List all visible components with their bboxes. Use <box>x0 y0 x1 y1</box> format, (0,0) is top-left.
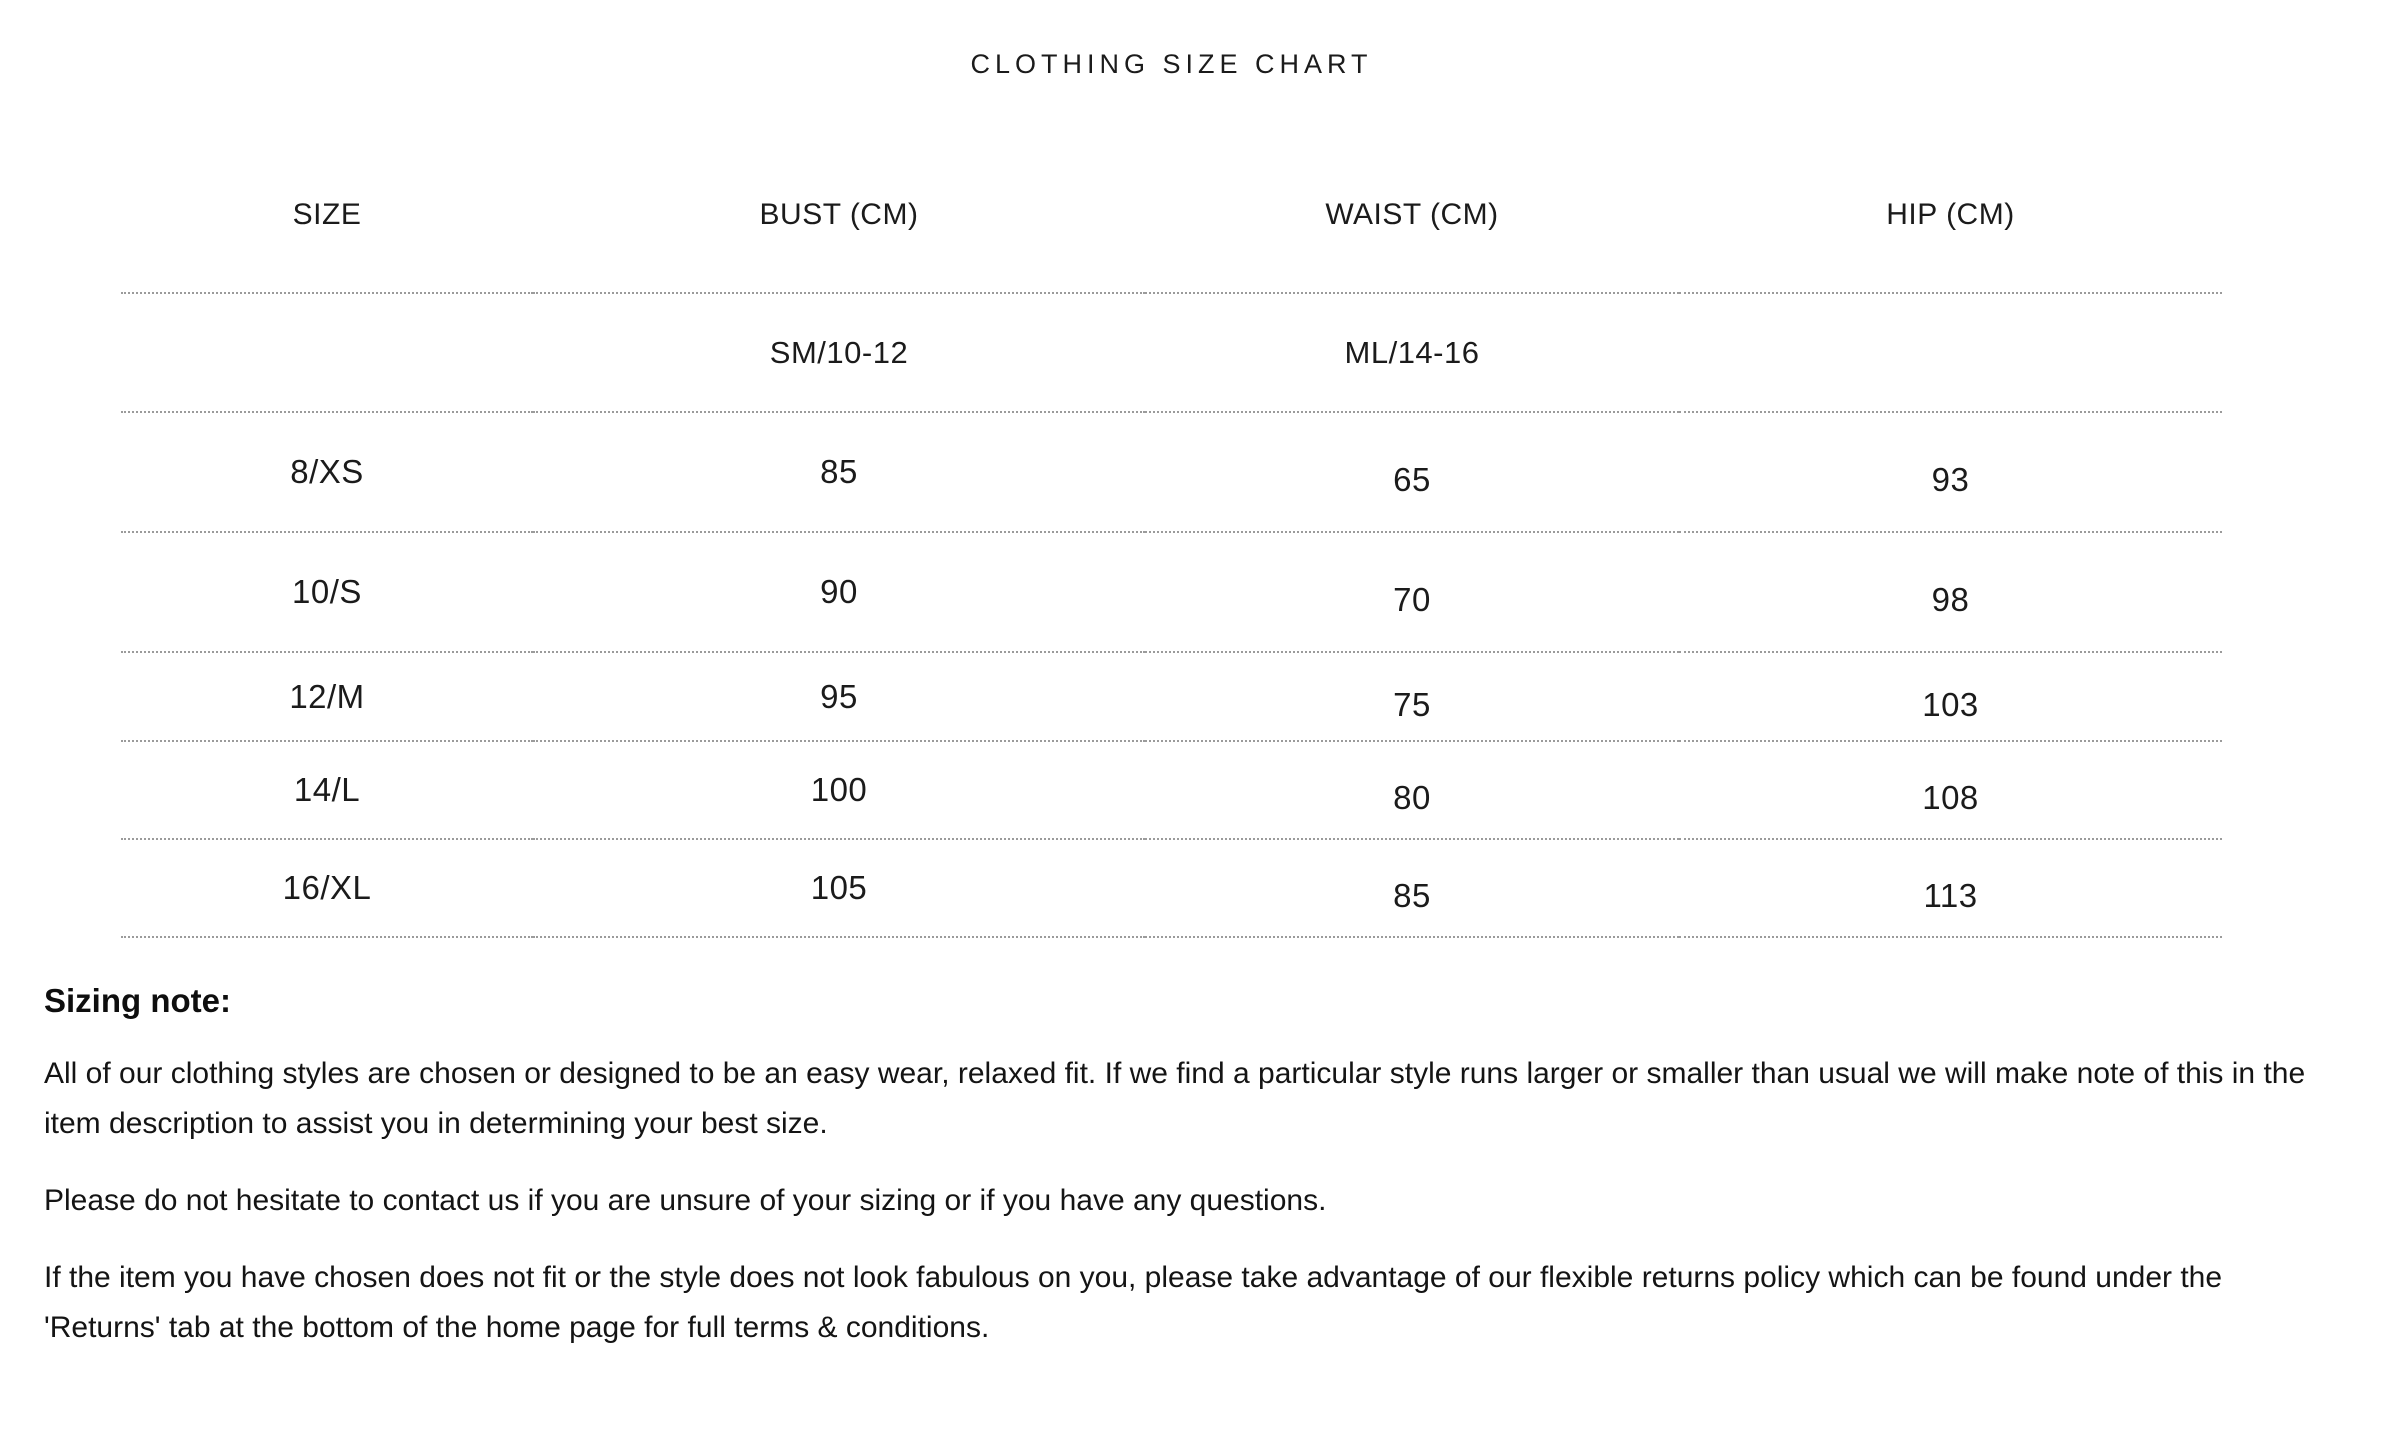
waist-cell: 75 <box>1145 652 1679 741</box>
hip-cell: 108 <box>1679 741 2222 839</box>
size-cell: 10/S <box>121 532 533 652</box>
table-row <box>121 741 2222 839</box>
size-cell: 8/XS <box>121 412 533 532</box>
waist-cell: 70 <box>1145 532 1679 652</box>
group-label-ml: ML/14-16 <box>1145 293 1679 412</box>
bust-cell: 95 <box>533 652 1145 741</box>
hip-cell: 103 <box>1679 652 2222 741</box>
bust-cell: 85 <box>533 412 1145 532</box>
sizing-note-paragraph: All of our clothing styles are chosen or designed to be an easy wear, relaxed fit. If we find a particular style runs larger or smaller than usual we will make note of this in the item description to assist you in determining your best size. <box>44 1057 2306 1140</box>
group-label-sm: SM/10-12 <box>533 293 1145 412</box>
size-cell: 16/XL <box>121 839 533 937</box>
hip-cell: 113 <box>1679 839 2222 937</box>
table-header-row <box>121 137 2222 293</box>
size-cell-empty <box>121 293 533 412</box>
column-header-bust: BUST (CM) <box>533 137 1145 293</box>
waist-cell: 80 <box>1145 741 1679 839</box>
hip-cell: 98 <box>1679 532 2222 652</box>
waist-cell: 65 <box>1145 412 1679 532</box>
sizing-note-paragraph: If the item you have chosen does not fit or the style does not look fabulous on you, please take advantage of our flexible returns policy which can be found under the 'Returns' tab at the bottom of the home page for full terms & conditions. <box>44 1261 2223 1344</box>
sizing-note-heading: Sizing note: <box>44 982 231 1019</box>
size-cell: 12/M <box>121 652 533 741</box>
column-header-hip: HIP (CM) <box>1679 137 2222 293</box>
hip-cell-empty <box>1679 293 2222 412</box>
column-header-size: SIZE <box>121 137 533 293</box>
bust-cell: 100 <box>533 741 1145 839</box>
table-row <box>121 412 2222 532</box>
size-group-row <box>121 293 2222 412</box>
size-chart-table <box>121 137 2222 938</box>
sizing-note-paragraph: Please do not hesitate to contact us if you are unsure of your sizing or if you have any questions. <box>44 1184 1327 1217</box>
table-row <box>121 839 2222 937</box>
bust-cell: 105 <box>533 839 1145 937</box>
table-row <box>121 532 2222 652</box>
waist-cell: 85 <box>1145 839 1679 937</box>
size-chart-page <box>0 47 2392 1431</box>
page-title: CLOTHING SIZE CHART <box>970 49 1373 79</box>
column-header-waist: WAIST (CM) <box>1145 137 1679 293</box>
sizing-notes-section <box>44 981 2330 1353</box>
bust-cell: 90 <box>533 532 1145 652</box>
hip-cell: 93 <box>1679 412 2222 532</box>
table-row <box>121 652 2222 741</box>
size-cell: 14/L <box>121 741 533 839</box>
